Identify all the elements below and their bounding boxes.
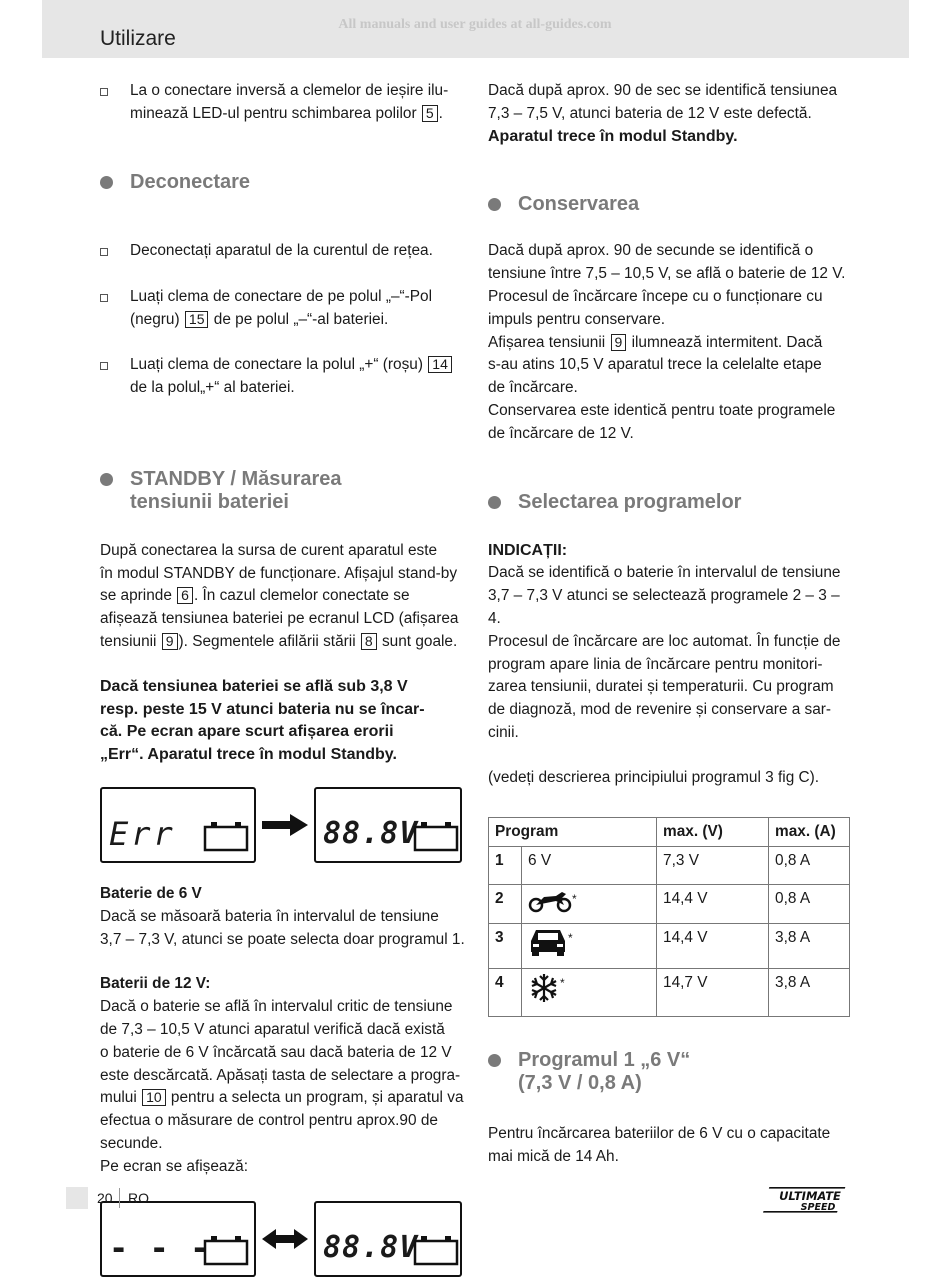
checkbox-bullet-icon	[100, 294, 108, 302]
deconectare-list	[100, 218, 466, 423]
table-row	[489, 847, 850, 885]
table-cell-v: 14,7 V	[657, 968, 769, 1016]
watermark: All manuals and user guides at all-guides.com	[338, 17, 612, 32]
table-cell-icon	[522, 968, 657, 1016]
bat12-title: Baterii de 12 V:	[100, 975, 211, 993]
lcd-voltage-text: 88.8V	[323, 815, 419, 851]
checkbox-bullet-icon	[100, 362, 108, 370]
warning-text: Dacă tensiunea bateriei se află sub 3,8 V resp. peste 15 V atunci bateria nu se încar- că. Pe ecran apare scurt afișarea erorii „Err“. Aparatul trece în modul Standby.	[100, 677, 425, 764]
lcd-display-voltage	[314, 787, 462, 863]
standby-paragraph: După conectarea la sursa de curent aparatul este în modul STANDBY de funcționare. Afișajul stand-by se aprinde 6 . În cazul clemelor conectate se afișează tensiunea bateriei pe ecranul LCD (afișarea tensiunii 9 ). Segmentele afilării stării 8 sunt goale.	[100, 541, 459, 650]
bullet-dot-icon	[488, 198, 501, 211]
list-item: Luați clema de conectare la polul „+“ (roșu) 14 de la polul„+“ al bateriei.	[100, 354, 466, 400]
asterisk: *	[560, 975, 565, 990]
logo-text-speed: SPEED	[800, 1202, 836, 1213]
table-cell-v: 14,4 V	[657, 924, 769, 969]
motorcycle-icon	[528, 888, 572, 912]
note-title: INDICAȚII:	[488, 541, 568, 559]
bullet-text-end: .	[438, 104, 443, 122]
asterisk: *	[568, 931, 573, 946]
table-cell-num: 4	[489, 968, 522, 1016]
bullet-dot-icon	[488, 496, 501, 509]
bat6-text: Dacă se măsoară bateria în intervalul de tensiune 3,7 – 7,3 V, atunci se poate selecta doar programul 1.	[100, 907, 465, 948]
page-title: Utilizare	[100, 27, 176, 50]
ref-number: 6	[177, 587, 193, 604]
asterisk: *	[572, 892, 577, 907]
battery-icon	[204, 821, 248, 851]
battery-icon	[414, 1235, 458, 1265]
table-header-row	[489, 817, 850, 847]
bat6-title: Baterie de 6 V	[100, 884, 202, 902]
ultimate-speed-logo	[760, 1185, 852, 1215]
bullet-dot-icon	[100, 176, 113, 189]
right-column	[488, 80, 850, 1169]
lcd-voltage-text: 88.8V	[323, 1229, 419, 1265]
table-cell-v: 7,3 V	[657, 847, 769, 885]
table-cell-a: 0,8 A	[769, 885, 850, 924]
programul1-text: Pentru încărcarea bateriilor de 6 V cu o capacitate mai mică de 14 Ah.	[488, 1124, 831, 1165]
page-number: 20	[97, 1190, 113, 1206]
ref-number: 15	[185, 311, 209, 328]
program-table	[488, 817, 850, 1017]
left-column	[100, 80, 466, 1277]
lcd-figure-check	[100, 1201, 466, 1277]
arrow-right-icon	[256, 787, 314, 863]
table-cell-num: 1	[489, 847, 522, 885]
ref-number: 5	[422, 105, 438, 122]
table-cell-label: 6 V	[522, 847, 657, 885]
selectarea-text: Dacă se identifică o baterie în intervalul de tensiune 3,7 – 7,3 V atunci se selectează programele 2 – 3 – 4. Procesul de încărcare are loc automat. În funcție de program apare linia de încărcare pentru monitori- zarea tensiunii, duratei și temperaturii. Cu program de diagnoză, mod de revenire și conservare a sar- cinii.	[488, 564, 841, 741]
table-row	[489, 885, 850, 924]
checkbox-bullet-icon	[100, 88, 108, 96]
bullet-dot-icon	[100, 473, 113, 486]
ref-number: 10	[142, 1089, 166, 1106]
battery-icon	[414, 821, 458, 851]
table-cell-a: 3,8 A	[769, 968, 850, 1016]
table-header: max. (V)	[657, 817, 769, 847]
table-row	[489, 968, 850, 1016]
intro-bold: Aparatul trece în modul Standby.	[488, 127, 738, 145]
list-item: Deconectați aparatul de la curentul de rețea.	[100, 240, 466, 263]
table-header: Program	[489, 817, 657, 847]
lcd-display-dashes	[100, 1201, 256, 1277]
footer-divider	[119, 1188, 120, 1208]
bullet-text: La o conectare inversă a clemelor de ieșire ilu- minează LED-ul pentru schimbarea polilor	[130, 82, 449, 122]
bat6-block	[100, 883, 466, 951]
table-cell-a: 0,8 A	[769, 847, 850, 885]
bat12-text: Dacă o baterie se află în intervalul critic de tensiune de 7,3 – 10,5 V atunci aparatul verifică dacă există o baterie de 6 V încărcată sau dacă bateria de 12 V este descărcată. Apăsați tasta de selectare a progra- mului 10 pentru a selecta un program, și aparatul va efectua o măsurare de control pentru aprox.90 de secunde. Pe ecran se afișează:	[100, 998, 464, 1175]
table-cell-a: 3,8 A	[769, 924, 850, 969]
conservarea-text: Dacă după aprox. 90 de secunde se identifică o tensiune între 7,5 – 10,5 V, se află o baterie de 12 V. Procesul de încărcare începe cu o funcționare cu impuls pentru conservare. Afișarea tensiunii 9 ilumnează intermitent. Dacă s-au atins 10,5 V aparatul trece la celelalte etape de încărcare. Conservarea este identică pentru toate programele de încărcare de 12 V.	[488, 242, 846, 442]
table-row	[489, 924, 850, 969]
lcd-dashes-text: - - -	[109, 1228, 211, 1267]
ref-number: 9	[162, 633, 178, 650]
arrow-double-icon	[256, 1201, 314, 1277]
lcd-display-error	[100, 787, 256, 863]
language-code: RO	[128, 1190, 149, 1206]
table-cell-num: 3	[489, 924, 522, 969]
lcd-error-text: Err	[109, 814, 176, 853]
section-heading-standby: STANDBY / Măsurarea tensiunii bateriei	[100, 468, 466, 514]
table-cell-icon	[522, 885, 657, 924]
bat12-block	[100, 973, 466, 1178]
section-heading-selectarea: Selectarea programelor	[488, 491, 850, 514]
battery-icon	[204, 1235, 248, 1265]
snowflake-icon	[528, 972, 560, 1004]
ref-number: 14	[428, 356, 452, 373]
car-icon	[528, 927, 568, 957]
selectarea-note: (vedeți descrierea principiului programul 3 fig C).	[488, 768, 820, 786]
intro-text: Dacă după aprox. 90 de sec se identifică tensiunea 7,3 – 7,5 V, atunci bateria de 12 V este defectă.	[488, 82, 838, 122]
intro-bullets	[100, 80, 466, 126]
list-item: Luați clema de conectare de pe polul „–“-Pol (negru) 15 de pe polul „–“-al bateriei.	[100, 286, 466, 332]
section-heading-programul1: Programul 1 „6 V“ (7,3 V / 0,8 A)	[488, 1049, 850, 1095]
footer-box	[66, 1187, 88, 1209]
section-heading-conservarea: Conservarea	[488, 193, 850, 216]
logo-text-ultimate: ULTIMATE	[779, 1189, 841, 1203]
table-cell-v: 14,4 V	[657, 885, 769, 924]
checkbox-bullet-icon	[100, 248, 108, 256]
table-cell-icon	[522, 924, 657, 969]
lcd-figure-error	[100, 787, 466, 863]
table-cell-num: 2	[489, 885, 522, 924]
bullet-dot-icon	[488, 1054, 501, 1067]
table-header: max. (A)	[769, 817, 850, 847]
section-heading-deconectare: Deconectare	[100, 171, 466, 194]
lcd-display-voltage	[314, 1201, 462, 1277]
list-item	[100, 80, 466, 126]
ref-number: 9	[611, 334, 627, 351]
ref-number: 8	[361, 633, 377, 650]
